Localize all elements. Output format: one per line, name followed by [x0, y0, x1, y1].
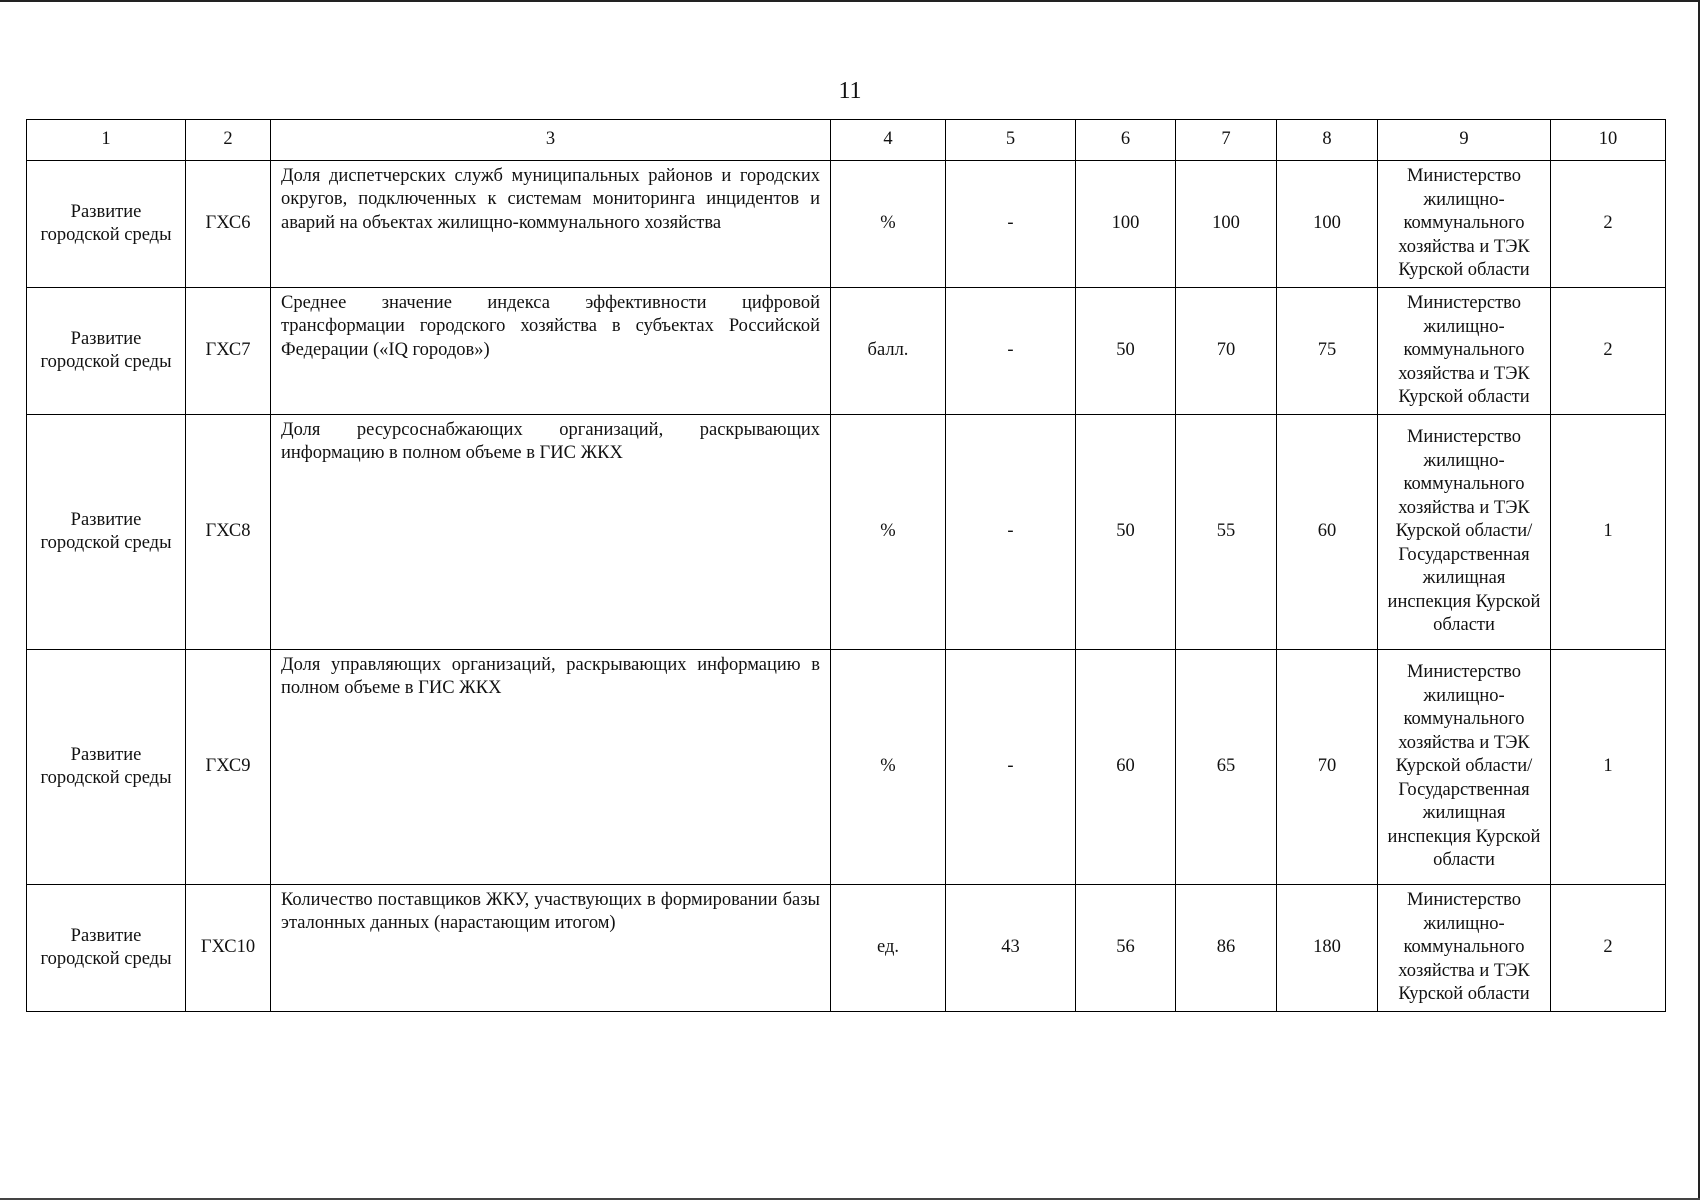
header-cell: 9 [1378, 120, 1551, 161]
value-col7-cell: 65 [1176, 650, 1277, 885]
indicators-table [26, 119, 1666, 1012]
responsible-cell: Министерство жилищно-коммунального хозяйства и ТЭК Курской области/ Государственная жилищная инспекция Курской области [1378, 415, 1551, 650]
base-value-cell: - [946, 415, 1076, 650]
value-col7-cell: 86 [1176, 885, 1277, 1012]
table-row [27, 161, 1666, 288]
unit-cell: балл. [831, 288, 946, 415]
col10-cell: 1 [1551, 650, 1666, 885]
value-col7-cell: 100 [1176, 161, 1277, 288]
page-number: 11 [838, 78, 862, 104]
direction-cell: Развитие городской среды [27, 885, 186, 1012]
value-col7-cell: 70 [1176, 288, 1277, 415]
header-cell: 3 [271, 120, 831, 161]
direction-cell: Развитие городской среды [27, 288, 186, 415]
value-col6-cell: 100 [1076, 161, 1176, 288]
header-cell: 1 [27, 120, 186, 161]
base-value-cell: - [946, 650, 1076, 885]
code-cell: ГХС6 [186, 161, 271, 288]
unit-cell: ед. [831, 885, 946, 1012]
code-cell: ГХС7 [186, 288, 271, 415]
value-col8-cell: 60 [1277, 415, 1378, 650]
value-col8-cell: 180 [1277, 885, 1378, 1012]
responsible-cell: Министерство жилищно-коммунального хозяйства и ТЭК Курской области [1378, 161, 1551, 288]
indicator-cell: Доля управляющих организаций, раскрывающих информацию в полном объеме в ГИС ЖКХ [271, 650, 831, 885]
col10-cell: 2 [1551, 885, 1666, 1012]
value-col8-cell: 70 [1277, 650, 1378, 885]
value-col6-cell: 60 [1076, 650, 1176, 885]
value-col6-cell: 56 [1076, 885, 1176, 1012]
value-col7-cell: 55 [1176, 415, 1277, 650]
responsible-cell: Министерство жилищно-коммунального хозяйства и ТЭК Курской области/ Государственная жилищная инспекция Курской области [1378, 650, 1551, 885]
scan-edge-top [0, 0, 1700, 2]
indicator-cell: Количество поставщиков ЖКУ, участвующих в формировании базы эталонных данных (нарастающим итогом) [271, 885, 831, 1012]
table-row [27, 650, 1666, 885]
header-cell: 5 [946, 120, 1076, 161]
header-row [27, 120, 1666, 161]
col10-cell: 2 [1551, 288, 1666, 415]
value-col6-cell: 50 [1076, 415, 1176, 650]
base-value-cell: 43 [946, 885, 1076, 1012]
col10-cell: 1 [1551, 415, 1666, 650]
unit-cell: % [831, 415, 946, 650]
table-row [27, 415, 1666, 650]
indicator-cell: Доля ресурсоснабжающих организаций, раскрывающих информацию в полном объеме в ГИС ЖКХ [271, 415, 831, 650]
table-row [27, 885, 1666, 1012]
header-cell: 4 [831, 120, 946, 161]
direction-cell: Развитие городской среды [27, 161, 186, 288]
header-cell: 10 [1551, 120, 1666, 161]
value-col8-cell: 100 [1277, 161, 1378, 288]
indicator-cell: Среднее значение индекса эффективности цифровой трансформации городского хозяйства в субъектах Российской Федерации («IQ городов») [271, 288, 831, 415]
value-col8-cell: 75 [1277, 288, 1378, 415]
indicator-cell: Доля диспетчерских служб муниципальных районов и городских округов, подключенных к системам мониторинга инцидентов и аварий на объектах жилищно-коммунального хозяйства [271, 161, 831, 288]
direction-cell: Развитие городской среды [27, 650, 186, 885]
base-value-cell: - [946, 288, 1076, 415]
header-cell: 6 [1076, 120, 1176, 161]
header-cell: 8 [1277, 120, 1378, 161]
responsible-cell: Министерство жилищно-коммунального хозяйства и ТЭК Курской области [1378, 288, 1551, 415]
col10-cell: 2 [1551, 161, 1666, 288]
header-cell: 2 [186, 120, 271, 161]
code-cell: ГХС8 [186, 415, 271, 650]
header-cell: 7 [1176, 120, 1277, 161]
base-value-cell: - [946, 161, 1076, 288]
code-cell: ГХС10 [186, 885, 271, 1012]
code-cell: ГХС9 [186, 650, 271, 885]
responsible-cell: Министерство жилищно-коммунального хозяйства и ТЭК Курской области [1378, 885, 1551, 1012]
unit-cell: % [831, 650, 946, 885]
table-row [27, 288, 1666, 415]
unit-cell: % [831, 161, 946, 288]
direction-cell: Развитие городской среды [27, 415, 186, 650]
value-col6-cell: 50 [1076, 288, 1176, 415]
